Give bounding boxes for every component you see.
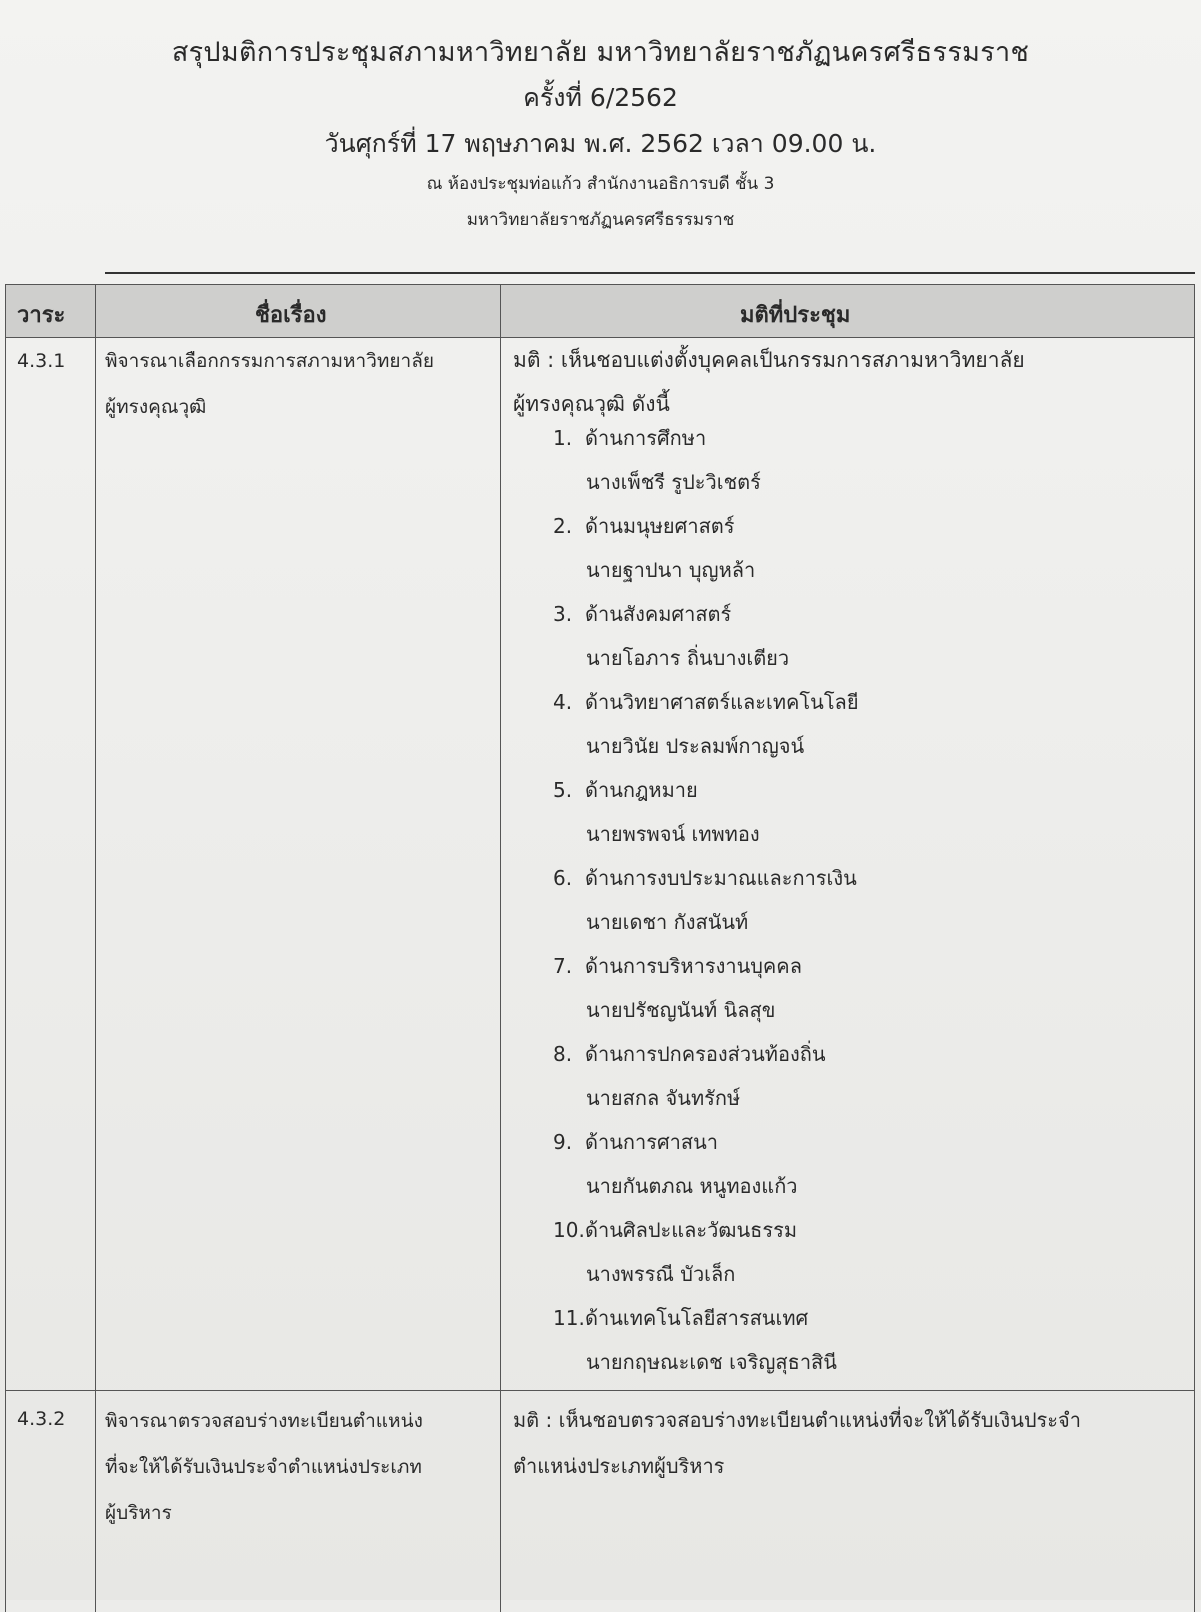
list-item	[553, 422, 706, 454]
grid-line	[5, 284, 6, 1612]
item-number: 8.	[553, 1042, 573, 1066]
table-top-rule	[105, 272, 1195, 274]
row-4-3-2-subject-line: ผู้บริหาร	[105, 1502, 172, 1524]
item-field: ด้านสังคมศาสตร์	[585, 602, 732, 626]
row-4-3-2-subject-line: ที่จะให้ได้รับเงินประจำตำแหน่งประเภท	[105, 1456, 422, 1478]
item-number: 3.	[553, 602, 573, 626]
university-name: มหาวิทยาลัยราชภัฏนครศรีธรรมราช	[466, 210, 735, 230]
row-4-3-2-resolution-line: ตำแหน่งประเภทผู้บริหาร	[513, 1454, 725, 1478]
row-4-3-1-subject-line: พิจารณาเลือกกรรมการสภามหาวิทยาลัย	[105, 350, 434, 372]
row-4-3-1-subject-line: ผู้ทรงคุณวุฒิ	[105, 396, 207, 418]
item-field: ด้านการศึกษา	[585, 426, 707, 450]
grid-line	[1194, 284, 1195, 1612]
item-field: ด้านเทคโนโลยีสารสนเทศ	[585, 1306, 809, 1330]
item-field: ด้านกฎหมาย	[585, 778, 698, 802]
item-field: ด้านการปกครองส่วนท้องถิ่น	[585, 1042, 826, 1066]
item-person: นายฐาปนา บุญหล้า	[586, 558, 756, 582]
meeting-date: วันศุกร์ที่ 17 พฤษภาคม พ.ศ. 2562 เวลา 09.00 น.	[324, 129, 877, 158]
list-item	[553, 510, 735, 542]
item-number: 1.	[553, 426, 573, 450]
item-number: 6.	[553, 866, 573, 890]
row-4-3-1-resolution-line: มติ : เห็นชอบแต่งตั้งบุคคลเป็นกรรมการสภามหาวิทยาลัย	[513, 348, 1025, 372]
document-title: สรุปมติการประชุมสภามหาวิทยาลัย มหาวิทยาลัยราชภัฏนครศรีธรรมราช	[171, 37, 1030, 68]
item-person: นายพรพจน์ เทพทอง	[586, 822, 760, 846]
meeting-location: ณ ห้องประชุมท่อแก้ว สำนักงานอธิการบดี ชั้น 3	[426, 174, 775, 194]
item-number: 4.	[553, 690, 573, 714]
item-number: 10.	[553, 1218, 585, 1242]
item-person: นางเพ็ชรี รูปะวิเชตร์	[586, 470, 761, 494]
item-number: 2.	[553, 514, 573, 538]
item-person: นายโอภาร ถิ่นบางเตียว	[586, 646, 790, 670]
item-field: ด้านวิทยาศาสตร์และเทคโนโลยี	[585, 690, 859, 714]
list-item	[553, 686, 859, 718]
item-number: 5.	[553, 778, 573, 802]
header-subject: ชื่อเรื่อง	[255, 303, 327, 328]
item-field: ด้านมนุษยศาสตร์	[585, 514, 735, 538]
row-4-3-2-agenda: 4.3.2	[17, 1408, 66, 1430]
meeting-session: ครั้งที่ 6/2562	[523, 83, 678, 112]
item-person: นายกฤษณะเดช เจริญสุธาสินี	[586, 1350, 837, 1374]
item-person: นายกันตภณ หนูทองแก้ว	[586, 1174, 798, 1198]
item-number: 11.	[553, 1306, 585, 1330]
list-item	[553, 1126, 718, 1158]
item-field: ด้านการศาสนา	[585, 1130, 719, 1154]
row-4-3-1-agenda: 4.3.1	[17, 350, 66, 372]
item-person: นายปรัชญนันท์ นิลสุข	[586, 998, 776, 1022]
list-item	[553, 1302, 808, 1334]
item-person: นายเดชา กังสนันท์	[586, 910, 749, 934]
item-number: 7.	[553, 954, 573, 978]
resolution-table	[5, 272, 1195, 1612]
header-agenda: วาระ	[17, 303, 66, 328]
row-4-3-1-resolution-line: ผู้ทรงคุณวุฒิ ดังนี้	[513, 392, 670, 416]
list-item	[553, 950, 802, 982]
list-item	[553, 774, 698, 806]
row-4-3-2-resolution-line: มติ : เห็นชอบตรวจสอบร่างทะเบียนตำแหน่งที่จะให้ได้รับเงินประจำ	[513, 1408, 1081, 1432]
item-person: นายสกล จันทรักษ์	[586, 1086, 741, 1110]
list-item	[553, 1214, 797, 1246]
item-field: ด้านการงบประมาณและการเงิน	[585, 866, 857, 890]
item-person: นางพรรณี บัวเล็ก	[586, 1262, 736, 1286]
item-number: 9.	[553, 1130, 573, 1154]
grid-line	[500, 284, 501, 1612]
header-resolution: มติที่ประชุม	[740, 303, 851, 328]
list-item	[553, 862, 857, 894]
list-item	[553, 598, 731, 630]
row-4-3-2-subject-line: พิจารณาตรวจสอบร่างทะเบียนตำแหน่ง	[105, 1410, 423, 1432]
item-field: ด้านการบริหารงานบุคคล	[585, 954, 802, 978]
item-person: นายวินัย ประลมพ์กาญจน์	[586, 734, 805, 758]
grid-line	[95, 284, 96, 1612]
table-header-row	[5, 284, 1195, 338]
row-divider	[5, 1390, 1195, 1391]
item-field: ด้านศิลปะและวัฒนธรรม	[585, 1218, 798, 1242]
list-item	[553, 1038, 826, 1070]
